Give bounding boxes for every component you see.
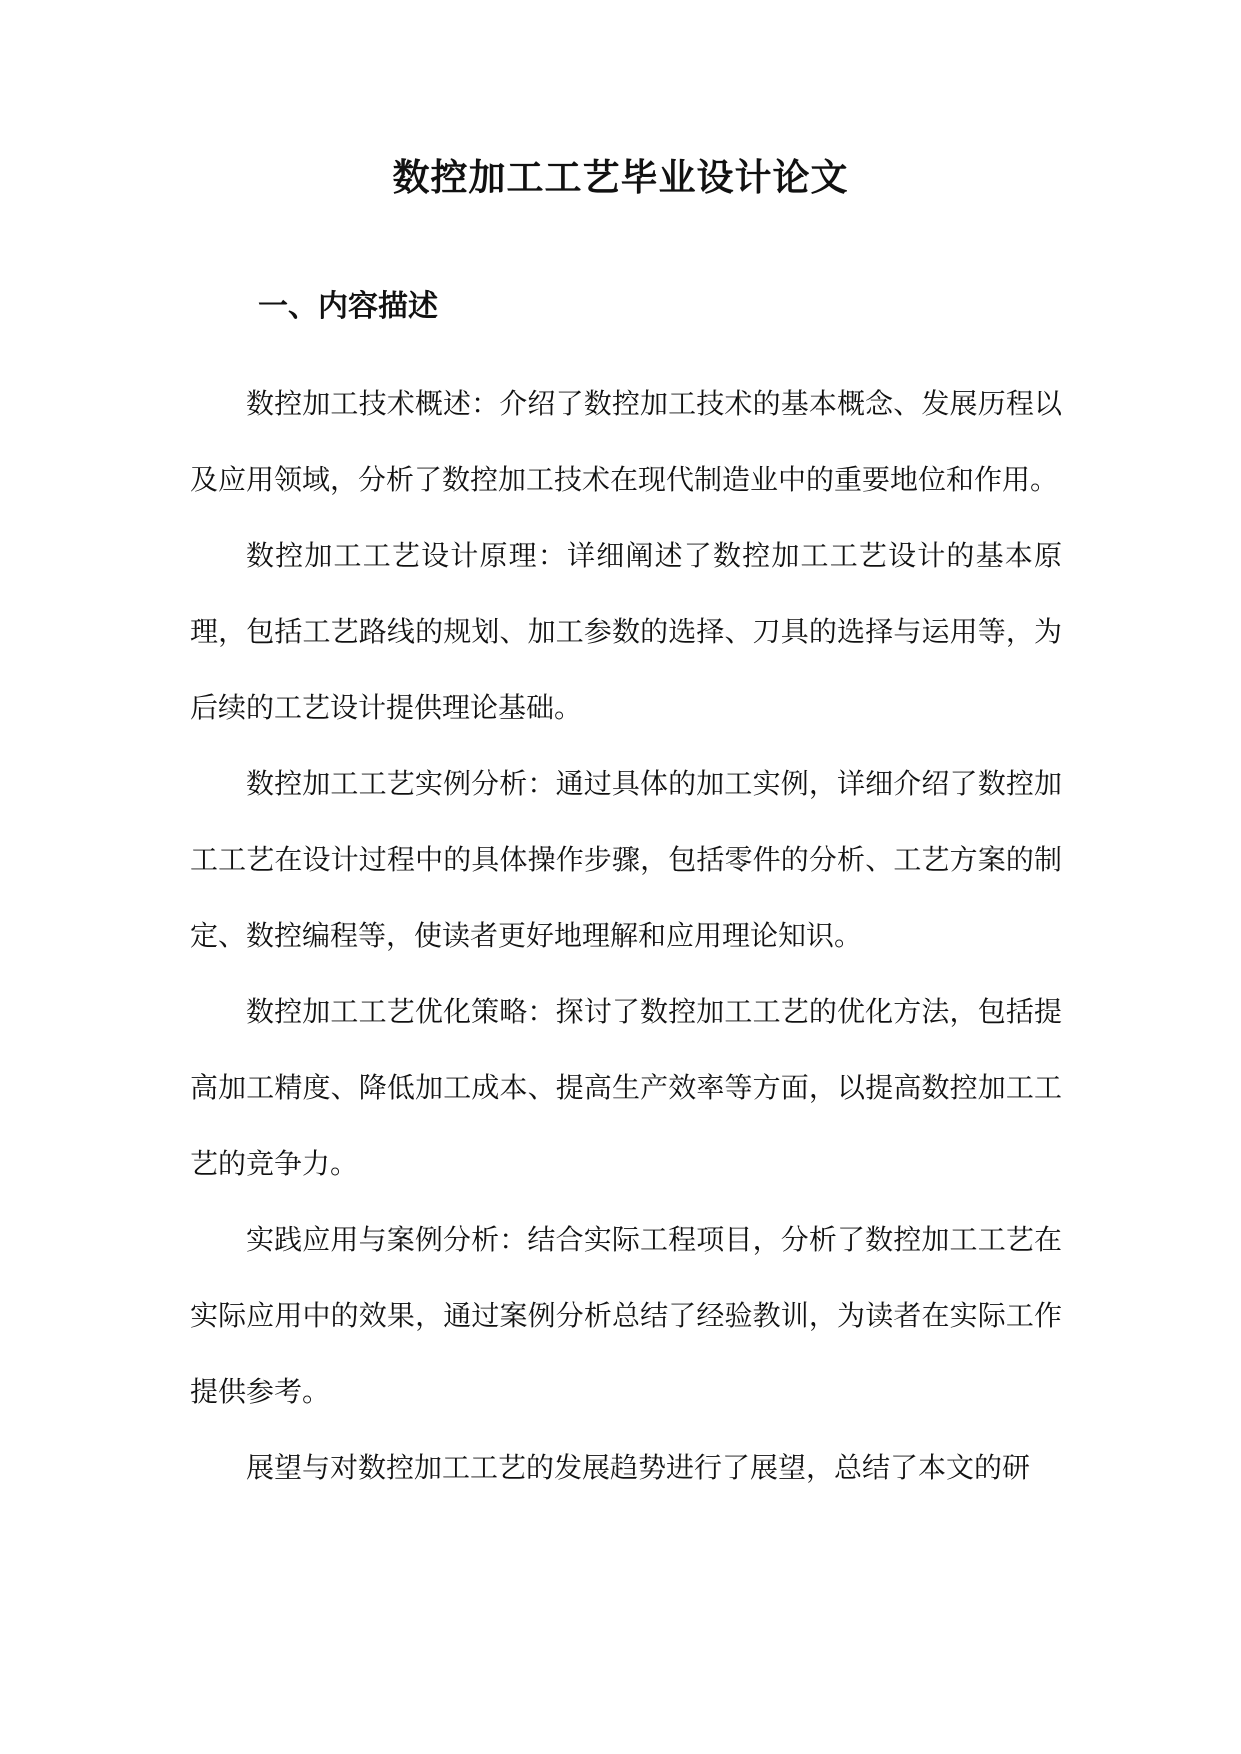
- paragraph-design-principles: 数控加工工艺设计原理：详细阐述了数控加工工艺设计的基本原理，包括工艺路线的规划、加工参数的选择、刀具的选择与运用等，为后续的工艺设计提供理论基础。: [190, 539, 1062, 724]
- paragraph-overview: 数控加工技术概述：介绍了数控加工技术的基本概念、发展历程以及应用领域，分析了数控加工技术在现代制造业中的重要地位和作用。: [190, 387, 1062, 496]
- paragraph-practice: 实践应用与案例分析：结合实际工程项目，分析了数控加工工艺在实际应用中的效果，通过案例分析总结了经验教训，为读者在实际工作提供参考。: [190, 1223, 1062, 1408]
- paragraph-optimization: 数控加工工艺优化策略：探讨了数控加工工艺的优化方法，包括提高加工精度、降低加工成本、提高生产效率等方面，以提高数控加工工艺的竞争力。: [190, 995, 1062, 1180]
- paragraph-case-analysis: 数控加工工艺实例分析：通过具体的加工实例，详细介绍了数控加工工艺在设计过程中的具体操作步骤，包括零件的分析、工艺方案的制定、数控编程等，使读者更好地理解和应用理论知识。: [190, 767, 1062, 952]
- document-title: 数控加工工艺毕业设计论文: [392, 156, 849, 199]
- section-heading: 一、内容描述: [258, 289, 438, 324]
- paragraph-outlook: 展望与对数控加工工艺的发展趋势进行了展望，总结了本文的研: [246, 1451, 1031, 1484]
- document-body: [190, 366, 1062, 1506]
